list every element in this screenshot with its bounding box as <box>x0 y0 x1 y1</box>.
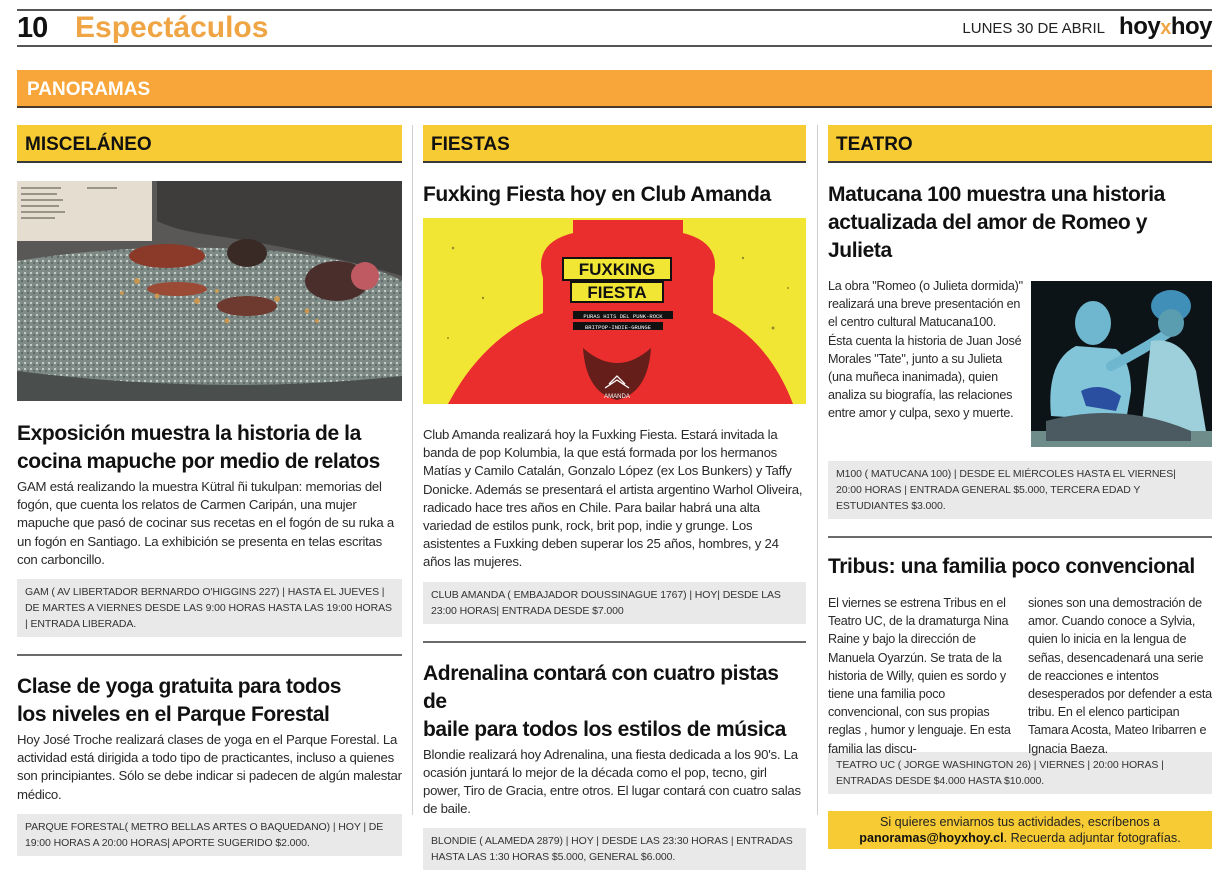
column-fiestas <box>423 125 806 870</box>
article-body: Blondie realizará hoy Adrenalina, una fiesta dedicada a los 90's. La ocasión juntará lo mejor de la década como el pop, tecno, girl power, Tiro de Gracia, entre otros. El lugar contará con cuatro salas de baile. <box>423 746 801 817</box>
category-header <box>17 125 402 163</box>
article-fuxking-fiesta <box>423 181 806 624</box>
headline-line: los niveles en el Parque Forestal <box>17 703 330 727</box>
event-info: PARQUE FORESTAL( METRO BELLAS ARTES O BAQUEDANO) | HOY | DE 19:00 HORAS A 20:00 HORAS| APORTE SUGERIDO $2.000. <box>17 814 402 856</box>
logo-part: hoy <box>1170 13 1212 40</box>
headline-line: Matucana 100 muestra una historia <box>828 183 1165 206</box>
article-headline <box>17 420 402 476</box>
event-info: TEATRO UC ( JORGE WASHINGTON 26) | VIERNES | 20:00 HORAS | ENTRADAS DESDE $4.000 HASTA $10.000. <box>828 752 1212 794</box>
event-info: M100 ( MATUCANA 100) | DESDE EL MIÉRCOLES HASTA EL VIERNES| 20:00 HORAS | ENTRADA GENERAL $5.000, TERCERA EDAD Y ESTUDIANTES $3.000. <box>828 461 1212 519</box>
poster-title-1: FUXKING <box>578 260 656 279</box>
article-body: GAM está realizando la muestra Kütral ñi tukulpan: memorias del fogón, que cuenta los relatos de Carmen Caripán, una mujer mapuche que pasó de cocinar sus recetas en el fogón de su ruka a un fogón en Santiago. La exhibición se presenta en telas escritas con carboncillo. <box>17 479 394 567</box>
headline-line: cocina mapuche por medio de relatos <box>17 450 380 473</box>
theatre-photo <box>1031 281 1212 447</box>
article-headline <box>828 553 1212 581</box>
article-adrenalina <box>423 660 806 870</box>
headline-line: Adrenalina contará con cuatro pistas de <box>423 661 779 713</box>
event-info: CLUB AMANDA ( EMBAJADOR DOUSSINAGUE 1767) | HOY| DESDE LAS 23:00 HORAS| ENTRADA DESDE $7.000 <box>423 582 806 624</box>
headline-line: Fuxking Fiesta hoy en Club Amanda <box>423 183 771 206</box>
event-info: GAM ( AV LIBERTADOR BERNARDO O'HIGGINS 227) | HASTA EL JUEVES | DE MARTES A VIERNES DESDE LAS 9:00 HORAS HASTA LAS 19:00 HORAS | ENTRADA LIBERADA. <box>17 579 402 637</box>
submission-callout <box>828 811 1212 849</box>
article-body: Club Amanda realizará hoy la Fuxking Fiesta. Estará invitada la banda de pop Kolumbia, la que está formada por los hermanos Matías y Camilo Catalán, Gonzalo López (ex Los Bunkers) y Taffy Donicke. Además se presentará el artista argentino Warhol Oliveira, radicado hace tres años en Chile. Para bailar habrá una alta variedad de estilos punk, rock, brit pop, indie y grunge. Los asistentes a Fuxking deben superar los 25 años, hombres, y 24 años las mujeres. <box>423 427 803 570</box>
callout-text: . Recuerda adjuntar fotografías. <box>1003 831 1181 845</box>
poster-title-2: FIESTA <box>587 283 647 302</box>
theatre-actors-photo-icon <box>1031 281 1212 447</box>
callout-line-1: Si quieres enviarnos tus actividades, escríbenos a <box>879 815 1160 829</box>
event-info: BLONDIE ( ALAMEDA 2879) | HOY | DESDE LAS 23:30 HORAS | ENTRADAS HASTA LAS 1:30 HORAS $5.000, GENERAL $6.000. <box>423 828 806 870</box>
article-body: La obra "Romeo (o Julieta dormida)" realizará una breve presentación en el centro cultural Matucana100. Ésta cuenta la historia de Juan José Morales "Tate", junto a su Julieta (una muñeca inanimada), quien analiza su biografía, las relaciones entre amor y culpa, sexo y muerte. <box>828 279 1023 421</box>
headline-line: baile para todos los estilos de música <box>423 717 786 741</box>
article-tribus <box>828 553 1212 794</box>
poster-venue: AMANDA <box>604 394 630 400</box>
article-headline <box>17 673 402 729</box>
headline-line: Tribus: una familia poco convencional <box>828 555 1195 578</box>
poster-tagline-2: BRITPOP-INDIE-GRUNGE <box>584 324 652 331</box>
article-headline <box>828 181 1212 265</box>
category-header <box>828 125 1212 163</box>
article-headline <box>423 660 806 744</box>
headline-line: Exposición muestra la historia de la <box>17 422 361 445</box>
panoramas-label: PANORAMAS <box>27 79 151 100</box>
callout-line-2 <box>828 830 1212 846</box>
poster-tagline-1: PURAS HITS DEL PUNK-ROCK <box>583 313 663 320</box>
column-divider <box>817 125 818 815</box>
panoramas-banner <box>17 70 1212 108</box>
issue-date: LUNES 30 DE ABRIL <box>962 20 1105 37</box>
section-title: Espectáculos <box>75 11 269 44</box>
newspaper-logo <box>1119 13 1212 41</box>
logo-x: x <box>1160 17 1171 39</box>
mapuche-kitchen-photo <box>17 181 402 401</box>
headline-line: actualizada del amor de Romeo y Julieta <box>828 211 1148 262</box>
logo-part: hoy <box>1119 13 1161 40</box>
category-label: TEATRO <box>836 134 913 155</box>
headline-line: Clase de yoga gratuita para todos <box>17 675 342 699</box>
column-divider <box>412 125 413 815</box>
photo-mapuche-kitchen-icon <box>17 181 402 401</box>
article-divider <box>828 536 1212 538</box>
article-headline <box>423 181 806 209</box>
article-matucana <box>828 181 1212 519</box>
article-exposicion <box>17 420 402 637</box>
article-body-column-2: siones son una demostración de amor. Cuando conoce a Sylvia, quien lo inicia en la lengua de señas, desencadenará una serie de reacciones e intentos desesperados por defender a esta tribu. En el elenco participan Tamara Acosta, Mateo Iribarren e Ignacia Baeza. <box>1028 596 1212 756</box>
fuxking-fiesta-poster <box>423 218 806 404</box>
article-body: Hoy José Troche realizará clases de yoga en el Parque Forestal. La actividad está dirigida a todo tipo de practicantes, incluso a quienes son principiantes. Sólo se debe indicar si padecen de algún malestar médico. <box>17 732 402 802</box>
article-body-column-1: El viernes se estrena Tribus en el Teatro UC, de la dramaturga Nina Raine y bajo la dirección de Manuela Oyarzún. Se trata de la historia de Willy, quien es sordo y tiene una familia poco convencional, con sus propias reglas , humor y lenguaje. En esta familia las discu- <box>828 596 1011 756</box>
column-misceláneo <box>17 125 402 856</box>
party-poster-icon <box>423 218 806 404</box>
category-label: FIESTAS <box>431 134 510 155</box>
article-divider <box>17 654 402 656</box>
masthead <box>17 9 1212 47</box>
article-yoga <box>17 673 402 856</box>
category-label: MISCELÁNEO <box>25 134 152 155</box>
email-link[interactable]: panoramas@hoyxhoy.cl <box>859 831 1004 845</box>
column-teatro <box>828 125 1212 849</box>
category-header <box>423 125 806 163</box>
page-number: 10 <box>17 12 48 44</box>
article-divider <box>423 641 806 643</box>
